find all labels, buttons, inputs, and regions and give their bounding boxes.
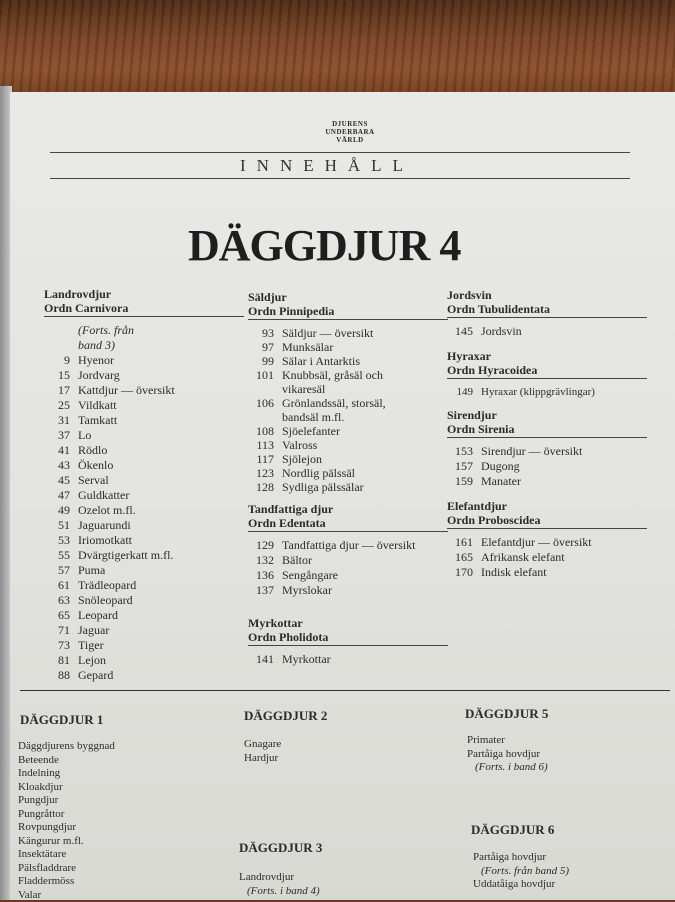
- entry-page-number: 129: [248, 538, 274, 553]
- volume-5-title: DÄGGDJUR 5: [465, 706, 548, 722]
- contents-entry: [248, 382, 448, 396]
- contents-entry: [447, 535, 647, 550]
- contents-entry: [44, 323, 244, 338]
- section-order-heading: Ordn Sirenia: [447, 422, 647, 438]
- header-rule-bottom: [50, 178, 630, 179]
- contents-entry: [44, 623, 244, 638]
- entry-page-number: 37: [44, 428, 70, 443]
- contents-entry: [248, 438, 448, 452]
- volume-topic-item: Pungråttor: [18, 808, 115, 822]
- contents-entry: [44, 368, 244, 383]
- entry-title: Sydliga pälssälar: [282, 480, 364, 494]
- entry-page-number: 153: [447, 444, 473, 459]
- entry-page-number: 73: [44, 638, 70, 653]
- entry-title: Trädleopard: [78, 578, 136, 593]
- entry-title: Säldjur — översikt: [282, 326, 373, 340]
- section-heading: Hyraxar: [447, 349, 647, 363]
- section-order-heading: Ordn Proboscidea: [447, 513, 647, 529]
- volume-topic-item: Däggdjurens byggnad: [18, 740, 115, 754]
- contents-entry: [44, 338, 244, 353]
- entry-title: Sirendjur — översikt: [481, 444, 582, 459]
- entry-page-number: 141: [248, 652, 274, 667]
- volume-topic-item: Pälsfladdrare: [18, 862, 115, 876]
- entry-title: Kattdjur — översikt: [78, 383, 175, 398]
- contents-entry: [44, 548, 244, 563]
- section-heading: Elefantdjur: [447, 499, 647, 513]
- contents-entry: [44, 488, 244, 503]
- entry-title: Dvärgtigerkatt m.fl.: [78, 548, 173, 563]
- volume-topic-item: (Forts. i band 4): [239, 885, 320, 899]
- contents-entry: [44, 593, 244, 608]
- entry-title: Knubbsäl, gråsäl och: [282, 368, 383, 382]
- entry-page-number: 43: [44, 458, 70, 473]
- section-heading: Sirendjur: [447, 408, 647, 422]
- contents-entry: [248, 424, 448, 438]
- entry-title: Sengångare: [282, 568, 338, 583]
- entry-page-number: 49: [44, 503, 70, 518]
- entry-page-number: 113: [248, 438, 274, 452]
- entry-page-number: 161: [447, 535, 473, 550]
- section-order-heading: Ordn Pinnipedia: [248, 304, 448, 320]
- entry-title: Vildkatt: [78, 398, 117, 413]
- section-order-heading: Ordn Pholidota: [248, 630, 448, 646]
- entry-title: vikaresäl: [282, 382, 325, 396]
- entry-title: Sjölejon: [282, 452, 322, 466]
- entry-list: [248, 538, 448, 598]
- volume-6-list: [473, 851, 569, 892]
- volumes-divider: [20, 690, 670, 691]
- contents-entry: [248, 410, 448, 424]
- entry-title: Indisk elefant: [481, 565, 547, 580]
- entry-title: Ozelot m.fl.: [78, 503, 136, 518]
- entry-page-number: 47: [44, 488, 70, 503]
- entry-title: Snöleopard: [78, 593, 133, 608]
- entry-title: Hyraxar (klippgrävlingar): [481, 385, 595, 400]
- entry-title: Tiger: [78, 638, 104, 653]
- entry-title: Jaguarundi: [78, 518, 131, 533]
- entry-title: Elefantdjur — översikt: [481, 535, 592, 550]
- book-page: [10, 92, 675, 900]
- contents-entry: [248, 354, 448, 368]
- contents-entry: [44, 428, 244, 443]
- contents-entry: [248, 480, 448, 494]
- entry-page-number: 157: [447, 459, 473, 474]
- entry-page-number: 88: [44, 668, 70, 683]
- entry-title: Serval: [78, 473, 109, 488]
- volume-2-title: DÄGGDJUR 2: [244, 708, 327, 724]
- section-heading: Tandfattiga djur: [248, 502, 448, 516]
- volume-topic-item: Uddatåiga hovdjur: [473, 878, 569, 892]
- entry-page-number: 61: [44, 578, 70, 593]
- contents-entry: [248, 568, 448, 583]
- contents-entry: [447, 550, 647, 565]
- contents-entry: [248, 538, 448, 553]
- volume-topic-item: Pungdjur: [18, 794, 115, 808]
- volume-topic-item: Rovpungdjur: [18, 821, 115, 835]
- contents-entry: [447, 459, 647, 474]
- contents-entry: [44, 398, 244, 413]
- entry-title: Lo: [78, 428, 91, 443]
- contents-entry: [248, 326, 448, 340]
- volume-1-list: [18, 740, 115, 902]
- entry-title: Manater: [481, 474, 521, 489]
- entry-page-number: 137: [248, 583, 274, 598]
- volume-topic-item: Indelning: [18, 767, 115, 781]
- entry-page-number: 165: [447, 550, 473, 565]
- volume-topic-item: Primater: [467, 734, 548, 748]
- entry-page-number: 117: [248, 452, 274, 466]
- entry-page-number: 53: [44, 533, 70, 548]
- entry-page-number: 145: [447, 324, 473, 339]
- contents-entry: [248, 652, 448, 667]
- section-heading: Landrovdjur: [44, 287, 244, 301]
- contents-entry: [447, 324, 647, 339]
- entry-page-number: 31: [44, 413, 70, 428]
- entry-page-number: 51: [44, 518, 70, 533]
- entry-page-number: 132: [248, 553, 274, 568]
- volume-topic-item: Insektätare: [18, 848, 115, 862]
- section-order-heading: Ordn Hyracoidea: [447, 363, 647, 379]
- entry-list: [248, 326, 448, 494]
- contents-entry: [447, 385, 647, 400]
- volume-title: DÄGGDJUR 4: [188, 220, 460, 271]
- entry-title: Jaguar: [78, 623, 109, 638]
- entry-title: Bältor: [282, 553, 312, 568]
- contents-entry: [44, 413, 244, 428]
- entry-title: Puma: [78, 563, 105, 578]
- entry-page-number: 101: [248, 368, 274, 382]
- contents-entry: [44, 638, 244, 653]
- contents-entry: [248, 340, 448, 354]
- entry-list: [447, 324, 647, 339]
- contents-column-1: [44, 287, 244, 683]
- entry-page-number: 159: [447, 474, 473, 489]
- entry-title: Leopard: [78, 608, 118, 623]
- entry-title: Myrkottar: [282, 652, 331, 667]
- entry-list: [447, 444, 647, 489]
- volume-topic-item: (Forts. från band 5): [473, 865, 569, 879]
- entry-page-number: 170: [447, 565, 473, 580]
- volume-topic-item: Kloakdjur: [18, 781, 115, 795]
- volume-3-list: [239, 871, 320, 898]
- entry-page-number: 106: [248, 396, 274, 410]
- entry-title: Grönlandssäl, storsäl,: [282, 396, 386, 410]
- contents-entry: [447, 444, 647, 459]
- entry-page-number: 149: [447, 385, 473, 400]
- section-order-heading: Ordn Edentata: [248, 516, 448, 532]
- section-heading: Jordsvin: [447, 288, 647, 302]
- volume-topic-item: Fladdermöss: [18, 875, 115, 889]
- entry-page-number: 41: [44, 443, 70, 458]
- entry-title: Ökenlo: [78, 458, 113, 473]
- contents-entry: [44, 443, 244, 458]
- contents-entry: [248, 553, 448, 568]
- volume-topic-item: Kängurur m.fl.: [18, 835, 115, 849]
- entry-title: Nordlig pälssäl: [282, 466, 355, 480]
- entry-page-number: 108: [248, 424, 274, 438]
- entry-page-number: 71: [44, 623, 70, 638]
- contents-entry: [44, 533, 244, 548]
- contents-entry: [44, 458, 244, 473]
- masthead-line: VÄRLD: [310, 136, 390, 144]
- volume-topic-item: Landrovdjur: [239, 871, 320, 885]
- entry-title: Tamkatt: [78, 413, 117, 428]
- contents-entry: [248, 452, 448, 466]
- volume-1-title: DÄGGDJUR 1: [20, 712, 103, 728]
- volume-topic-item: Partåiga hovdjur: [473, 851, 569, 865]
- contents-entry: [248, 368, 448, 382]
- entry-page-number: 128: [248, 480, 274, 494]
- entry-page-number: 99: [248, 354, 274, 368]
- masthead-line: DJURENS: [310, 120, 390, 128]
- contents-entry: [44, 503, 244, 518]
- contents-entry: [44, 608, 244, 623]
- volume-topic-item: (Forts. i band 6): [467, 761, 548, 775]
- entry-page-number: 81: [44, 653, 70, 668]
- volume-topic-item: Beteende: [18, 754, 115, 768]
- entry-page-number: 63: [44, 593, 70, 608]
- contents-entry: [44, 383, 244, 398]
- entry-page-number: 93: [248, 326, 274, 340]
- entry-page-number: 136: [248, 568, 274, 583]
- entry-title: Jordsvin: [481, 324, 522, 339]
- entry-title: Myrslokar: [282, 583, 332, 598]
- entry-title: (Forts. från: [78, 323, 134, 338]
- entry-title: Lejon: [78, 653, 106, 668]
- entry-title: band 3): [78, 338, 115, 353]
- contents-heading: INNEHÅLL: [240, 156, 414, 176]
- entry-title: Jordvarg: [78, 368, 120, 383]
- entry-page-number: 15: [44, 368, 70, 383]
- volume-5-list: [467, 734, 548, 775]
- volume-6-title: DÄGGDJUR 6: [471, 822, 554, 838]
- entry-title: Munksälar: [282, 340, 333, 354]
- section-order-heading: Ordn Tubulidentata: [447, 302, 647, 318]
- contents-entry: [447, 474, 647, 489]
- contents-entry: [44, 353, 244, 368]
- volume-topic-item: Gnagare: [244, 738, 281, 752]
- contents-entry: [248, 396, 448, 410]
- entry-page-number: 55: [44, 548, 70, 563]
- entry-title: Rödlo: [78, 443, 107, 458]
- entry-title: Afrikansk elefant: [481, 550, 565, 565]
- section-heading: Myrkottar: [248, 616, 448, 630]
- entry-title: Gepard: [78, 668, 113, 683]
- contents-column-2: [248, 290, 448, 667]
- entry-list: [447, 385, 647, 400]
- entry-list: [447, 535, 647, 580]
- contents-column-3: [447, 288, 647, 580]
- entry-page-number: 17: [44, 383, 70, 398]
- entry-title: Hyenor: [78, 353, 114, 368]
- entry-title: Sälar i Antarktis: [282, 354, 360, 368]
- entry-title: Iriomotkatt: [78, 533, 132, 548]
- section-order-heading: Ordn Carnivora: [44, 301, 244, 317]
- series-masthead: [310, 120, 390, 144]
- contents-entry: [447, 565, 647, 580]
- header-rule-top: [50, 152, 630, 153]
- entry-title: bandsäl m.fl.: [282, 410, 344, 424]
- entry-page-number: 25: [44, 398, 70, 413]
- entry-title: Tandfattiga djur — översikt: [282, 538, 415, 553]
- volume-topic-item: Valar: [18, 889, 115, 902]
- entry-page-number: 57: [44, 563, 70, 578]
- entry-page-number: 9: [44, 353, 70, 368]
- entry-page-number: 123: [248, 466, 274, 480]
- contents-entry: [44, 653, 244, 668]
- volume-topic-item: Partåiga hovdjur: [467, 748, 548, 762]
- contents-entry: [44, 563, 244, 578]
- section-heading: Säldjur: [248, 290, 448, 304]
- contents-entry: [44, 518, 244, 533]
- entry-title: Guldkatter: [78, 488, 129, 503]
- volume-3-title: DÄGGDJUR 3: [239, 840, 322, 856]
- contents-entry: [44, 578, 244, 593]
- entry-page-number: 97: [248, 340, 274, 354]
- entry-title: Sjöelefanter: [282, 424, 340, 438]
- entry-title: Valross: [282, 438, 317, 452]
- volume-topic-item: Hardjur: [244, 752, 281, 766]
- volume-2-list: [244, 738, 281, 765]
- entry-page-number: 45: [44, 473, 70, 488]
- entry-page-number: 65: [44, 608, 70, 623]
- contents-entry: [44, 473, 244, 488]
- contents-entry: [248, 466, 448, 480]
- wooden-table-background: [0, 0, 675, 100]
- masthead-line: UNDERBARA: [310, 128, 390, 136]
- contents-entry: [248, 583, 448, 598]
- entry-list: [248, 652, 448, 667]
- entry-list: [44, 323, 244, 683]
- entry-title: Dugong: [481, 459, 520, 474]
- contents-entry: [44, 668, 244, 683]
